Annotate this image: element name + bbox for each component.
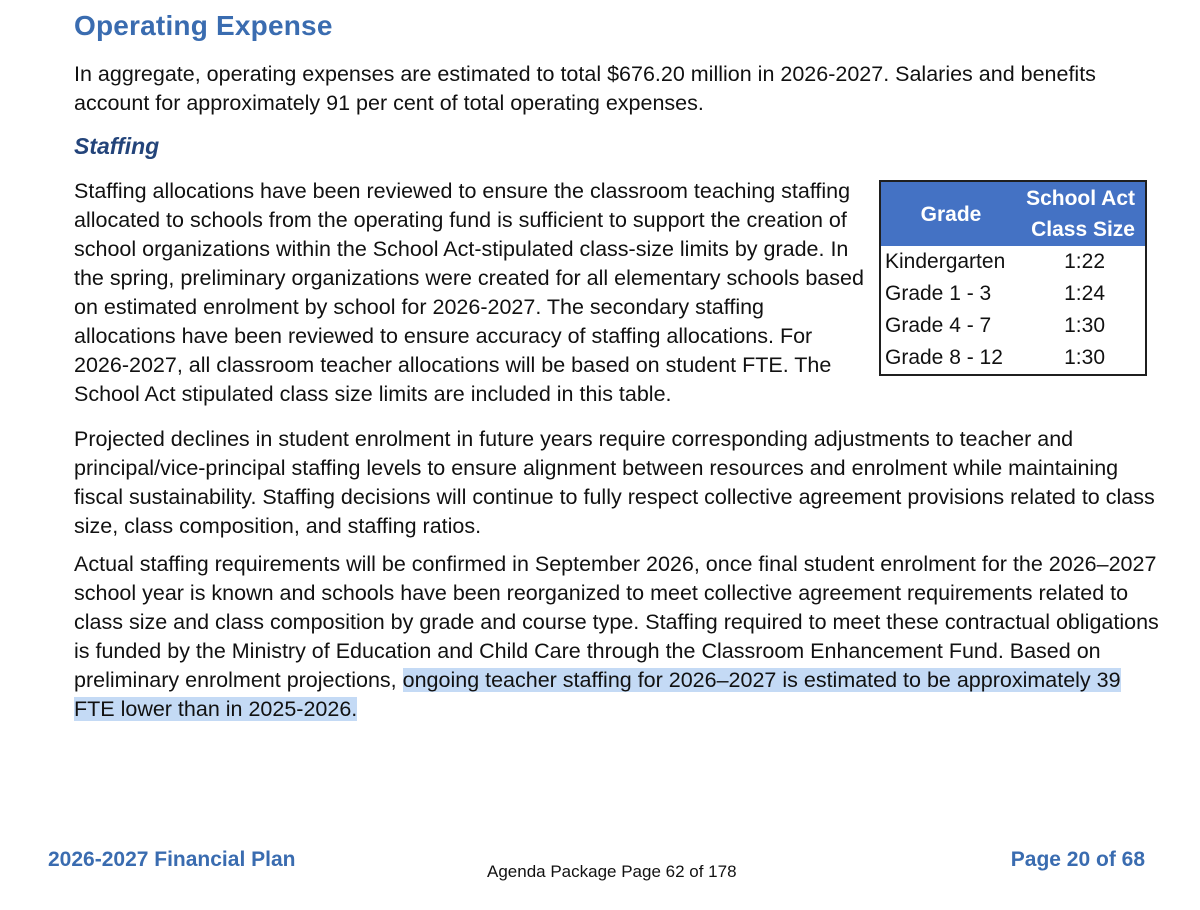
class-size-cell: 1:24 bbox=[1064, 282, 1105, 305]
table-row bbox=[880, 310, 1146, 342]
staffing-paragraph: Staffing allocations have been reviewed to ensure the classroom teaching staffing allocated to schools from the operating fund is sufficient to support the creation of school organizations within the School Act-stipulated class-size limits by grade. In the spring, preliminary organizations were created for all elementary schools based on estimated enrolment by school for 2026-2027. The secondary staffing allocations have been reviewed to ensure accuracy of staffing allocations. For 2026-2027, all classroom teacher allocations will be based on student FTE. The School Act stipulated class size limits are included in this table. bbox=[74, 179, 864, 406]
footer-agenda-page: Agenda Package Page 62 of 178 bbox=[487, 862, 737, 881]
class-size-cell: 1:22 bbox=[1064, 250, 1105, 273]
table-row bbox=[880, 342, 1146, 375]
column-header-class-size: School Act Class Size bbox=[1021, 181, 1146, 246]
class-size-table bbox=[879, 180, 1147, 376]
section-heading: Operating Expense bbox=[74, 10, 333, 41]
footer-page-number: Page 20 of 68 bbox=[1010, 848, 1145, 871]
actual-staffing-paragraph bbox=[74, 550, 1164, 724]
table-row bbox=[880, 246, 1146, 278]
grade-cell: Grade 4 - 7 bbox=[885, 314, 992, 337]
intro-paragraph: In aggregate, operating expenses are estimated to total $676.20 million in 2026-2027. Salaries and benefits account for approximately 91 per cent of total operating expenses. bbox=[74, 62, 1096, 115]
class-size-cell: 1:30 bbox=[1064, 346, 1105, 369]
table-row bbox=[880, 278, 1146, 310]
column-header-grade: Grade bbox=[880, 181, 1021, 246]
highlighted-text[interactable]: ongoing teacher staffing for 2026–2027 is estimated to be approximately 39 FTE lower than in 2025-2026. bbox=[74, 668, 1121, 721]
grade-cell: Kindergarten bbox=[885, 250, 1006, 273]
class-size-cell: 1:30 bbox=[1064, 314, 1105, 337]
enrolment-decline-paragraph: Projected declines in student enrolment in future years require corresponding adjustments to teacher and principal/vice-principal staffing levels to ensure alignment between resources and enrolment while maintaining fiscal sustainability. Staffing decisions will continue to fully respect collective agreement provisions related to class size, class composition, and staffing ratios. bbox=[74, 427, 1155, 538]
grade-cell: Grade 1 - 3 bbox=[885, 282, 992, 305]
grade-cell: Grade 8 - 12 bbox=[885, 346, 1003, 369]
table-header-row bbox=[880, 181, 1146, 246]
footer-plan-title: 2026-2027 Financial Plan bbox=[48, 848, 296, 871]
paragraph-text: Actual staffing requirements will be confirmed in September 2026, once final student enrolment for the 2026–2027 school year is known and schools have been reorganized to meet collective agreement requirements related to class size and class composition by grade and course type. Staffing required to meet these contractual obligations is funded by the Ministry of Education and Child Care through the Classroom Enhancement Fund. Based on preliminary enrolment projections, bbox=[74, 552, 1159, 692]
subsection-heading: Staffing bbox=[74, 133, 160, 159]
